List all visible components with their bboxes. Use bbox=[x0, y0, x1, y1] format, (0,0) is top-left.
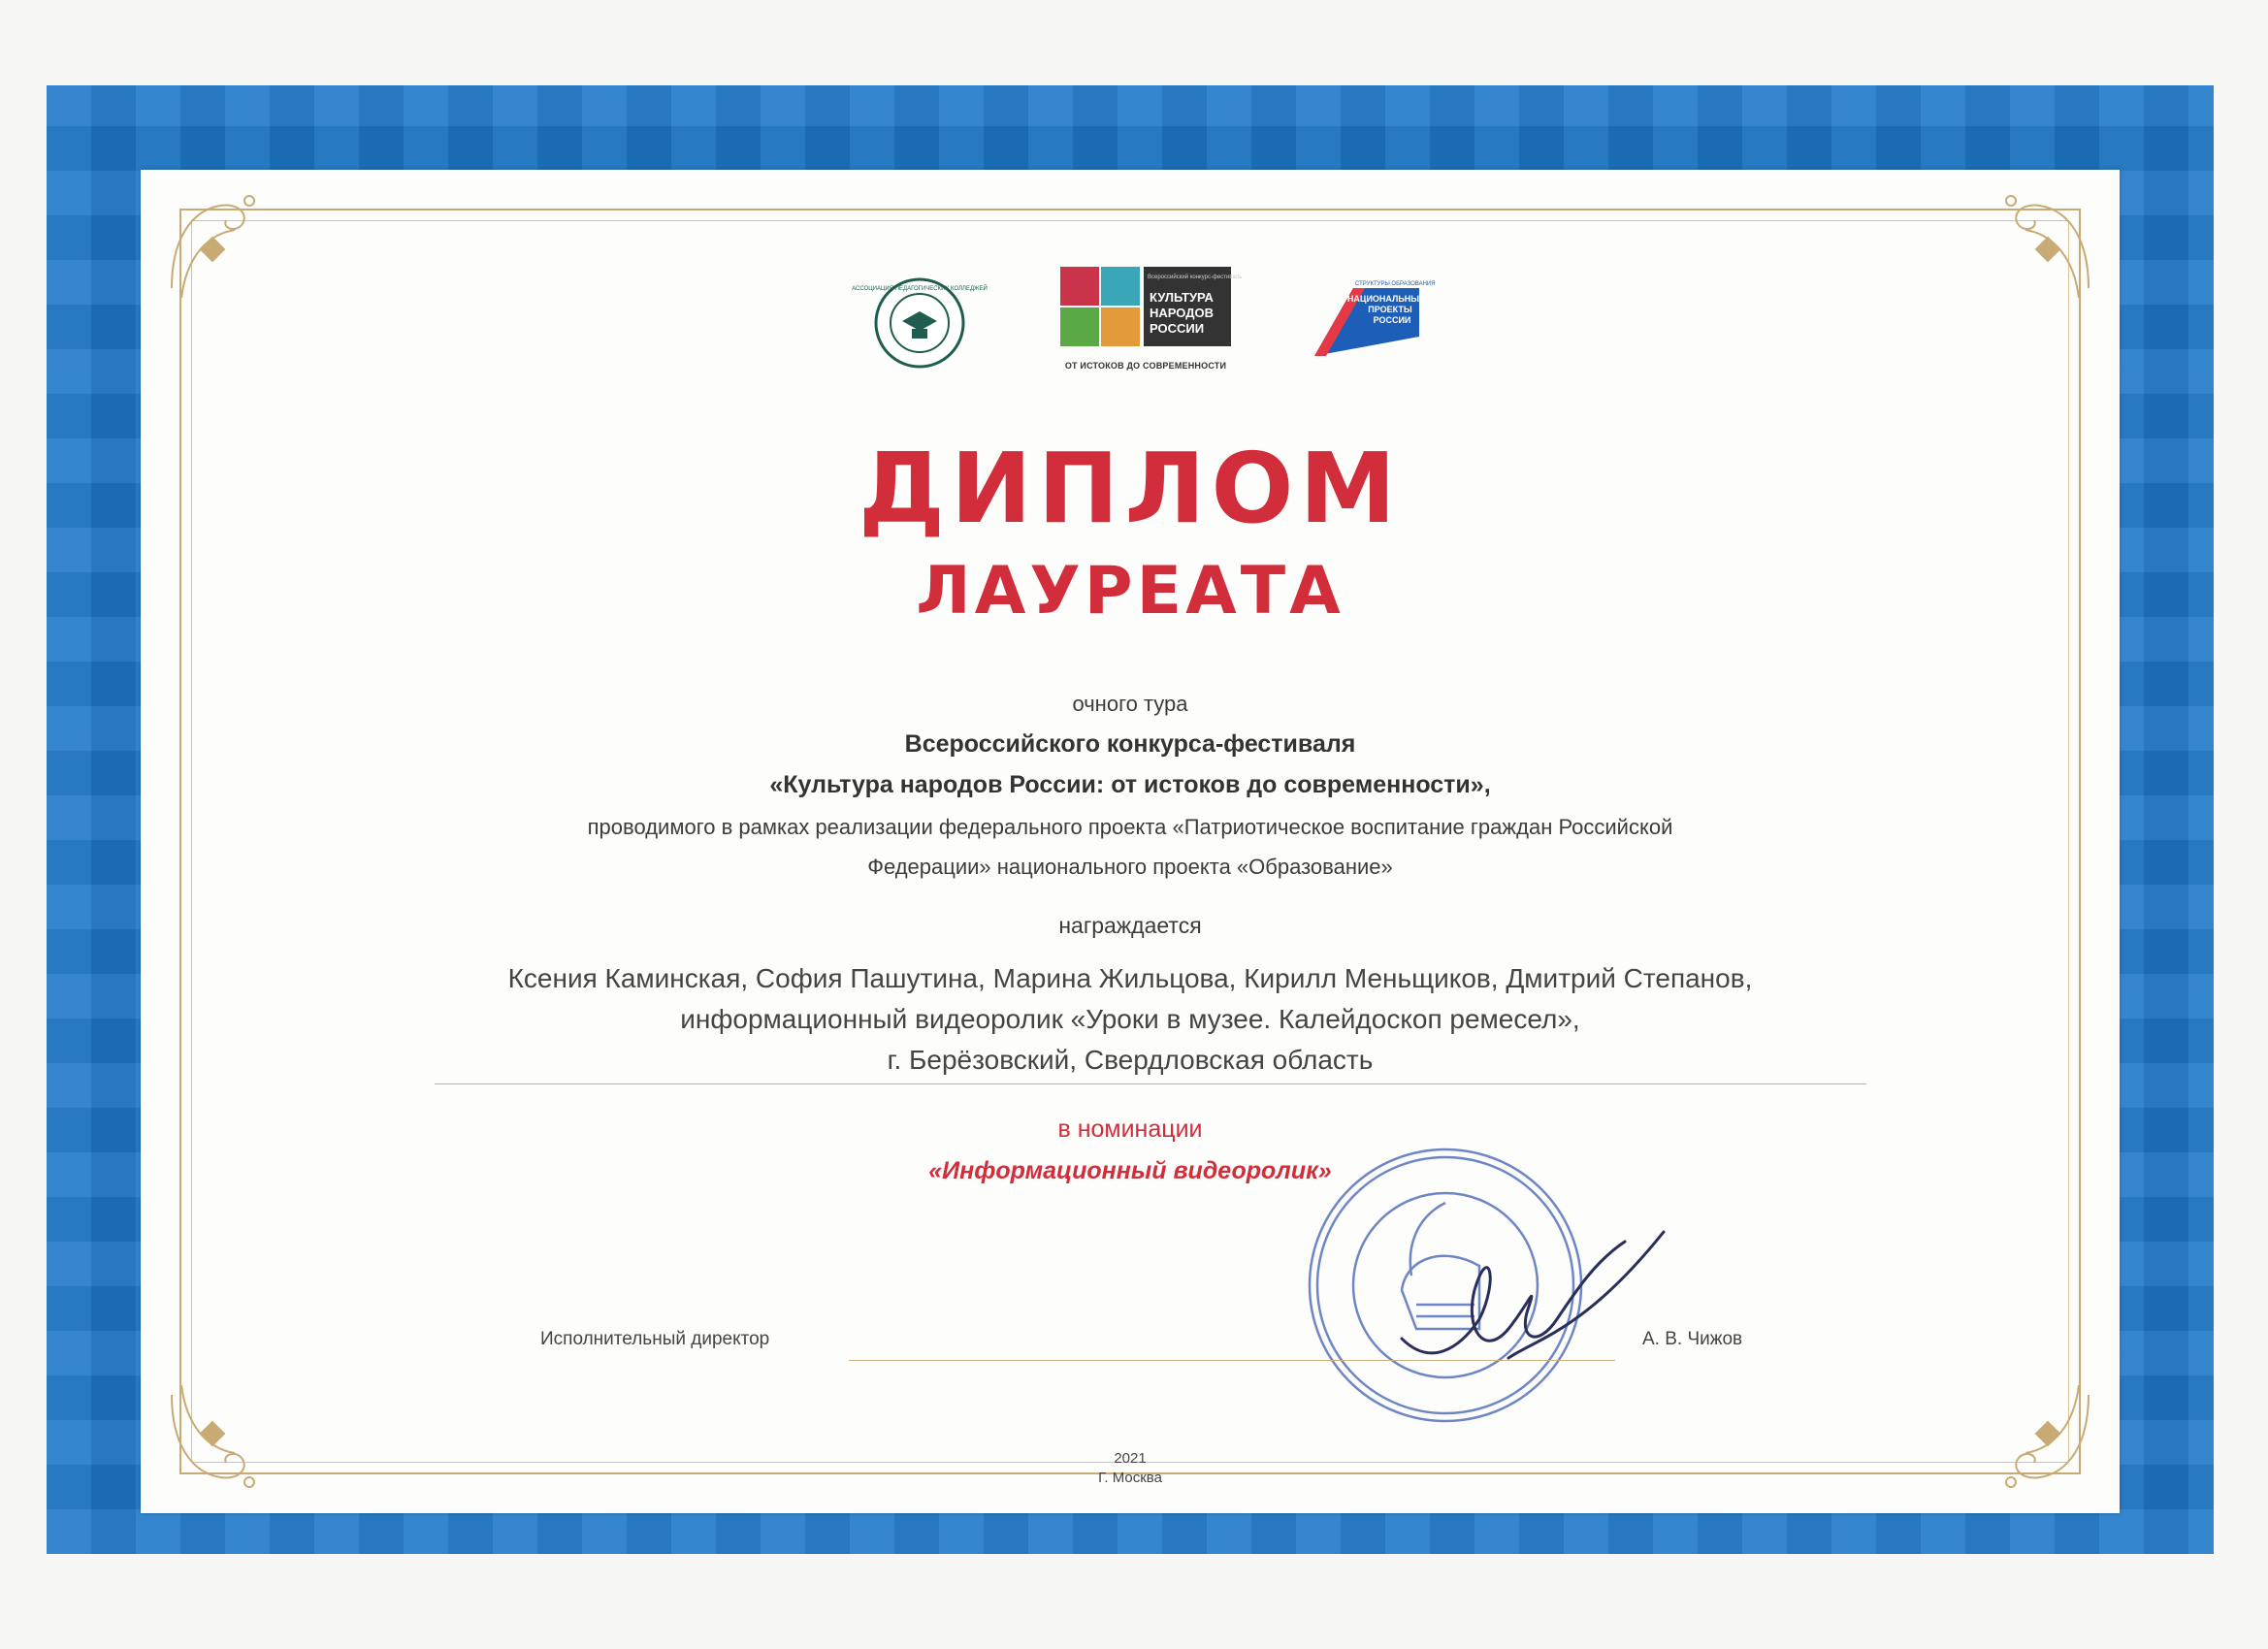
contest-text: Всероссийского конкурса-фестиваля bbox=[904, 730, 1356, 758]
recipients-line-3: г. Берёзовский, Свердловская область bbox=[887, 1045, 1374, 1075]
nomination-title: «Информационный видеоролик» bbox=[928, 1157, 1332, 1184]
association-logo bbox=[852, 276, 988, 370]
logos-row bbox=[141, 267, 2120, 412]
signatory-position: Исполнительный директор bbox=[540, 1329, 770, 1349]
diploma-card bbox=[141, 170, 2120, 1513]
project-text-line-2: Федерации» национального проекта «Образование» bbox=[867, 855, 1393, 879]
awarded-text: награждается bbox=[1058, 913, 1202, 938]
diploma-subtitle: ЛАУРЕАТА bbox=[916, 553, 1345, 630]
svg-text:НАРОДОВ: НАРОДОВ bbox=[1150, 306, 1214, 320]
svg-text:РОССИИ: РОССИИ bbox=[1373, 315, 1411, 325]
culture-logo-caption: ОТ ИСТОКОВ ДО СОВРЕМЕННОСТИ bbox=[1064, 361, 1227, 371]
svg-text:КУЛЬТУРА: КУЛЬТУРА bbox=[1150, 290, 1214, 305]
issue-city: Г. Москва bbox=[1098, 1470, 1162, 1486]
culture-festival-logo bbox=[1060, 267, 1243, 366]
issue-year: 2021 bbox=[1114, 1450, 1147, 1467]
nomination-label: в номинации bbox=[1057, 1116, 1203, 1143]
project-text-line-1: проводимого в рамках реализации федерального проекта «Патриотическое воспитание граждан Российской bbox=[587, 815, 1673, 839]
svg-text:СТРУКТУРЫ ОБРАЗОВАНИЯ: СТРУКТУРЫ ОБРАЗОВАНИЯ bbox=[1355, 281, 1436, 287]
handwritten-signature bbox=[1392, 1222, 1683, 1387]
diploma-title: ДИПЛОМ bbox=[858, 432, 1403, 545]
recipients-line-1: Ксения Каминская, София Пашутина, Марина Жильцова, Кирилл Меньщиков, Дмитрий Степанов, bbox=[507, 963, 1753, 993]
recipients-line-2: информационный видеоролик «Уроки в музее. Калейдоскоп ремесел», bbox=[680, 1004, 1580, 1034]
svg-text:ПРОЕКТЫ: ПРОЕКТЫ bbox=[1368, 305, 1412, 314]
svg-text:РОССИИ: РОССИИ bbox=[1150, 321, 1205, 336]
svg-text:НАЦИОНАЛЬНЫЕ: НАЦИОНАЛЬНЫЕ bbox=[1346, 294, 1426, 304]
recipients-underline bbox=[435, 1083, 1866, 1084]
svg-text:АССОЦИАЦИЯ ПЕДАГОГИЧЕСКИХ КОЛЛ: АССОЦИАЦИЯ ПЕДАГОГИЧЕСКИХ КОЛЛЕДЖЕЙ bbox=[852, 286, 988, 292]
national-projects-logo bbox=[1305, 278, 1436, 362]
round-text: очного тура bbox=[1072, 692, 1188, 716]
svg-text:Всероссийский конкурс-фестивал: Всероссийский конкурс-фестиваль bbox=[1148, 275, 1243, 280]
signatory-name: А. В. Чижов bbox=[1642, 1329, 1743, 1349]
festival-name: «Культура народов России: от истоков до современности», bbox=[769, 771, 1491, 798]
